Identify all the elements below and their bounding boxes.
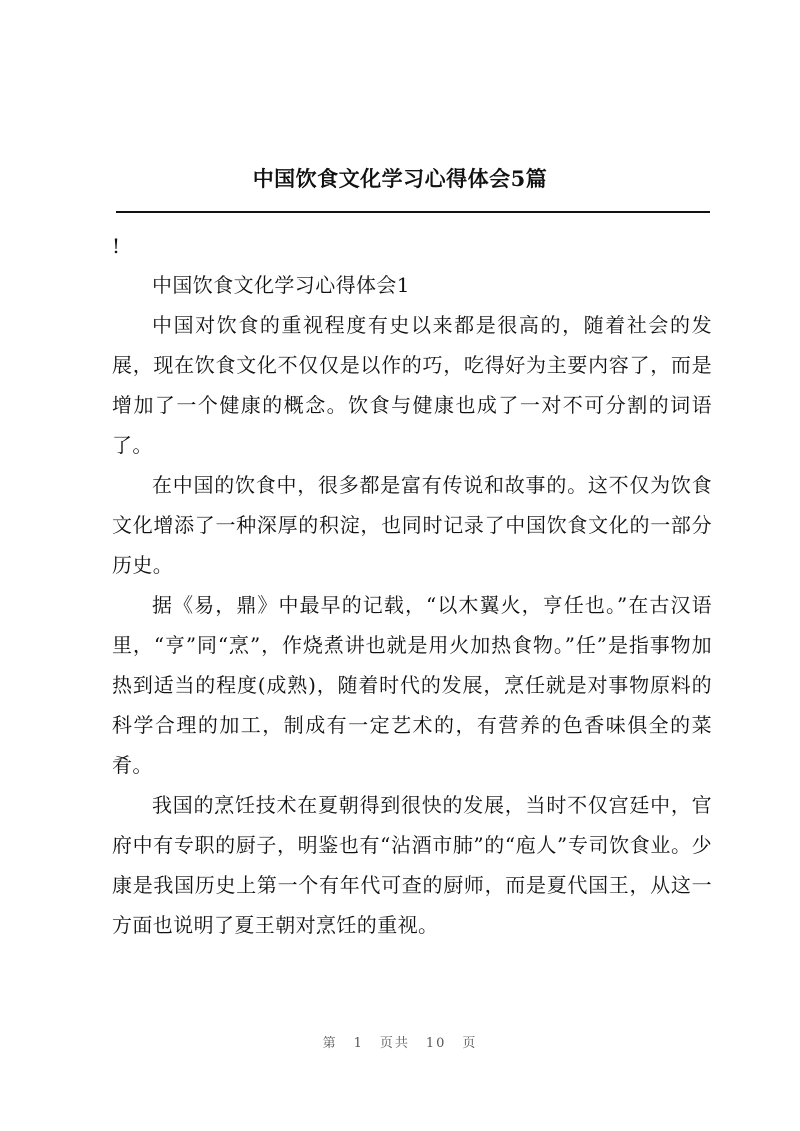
footer-current-page: 1 xyxy=(353,1036,364,1051)
paragraph: 中国对饮食的重视程度有史以来都是很高的，随着社会的发展，现在饮食文化不仅仅是以作的巧，吃得好为主要内容了，而是增加了一个健康的概念。饮食与健康也成了一对不可分割的词语了。 xyxy=(112,313,712,457)
paragraph: 在中国的饮食中，很多都是富有传说和故事的。这不仅为饮食文化增添了一种深厚的积淀，也同时记录了中国饮食文化的一部分历史。 xyxy=(112,473,712,577)
footer-suffix: 页 xyxy=(462,1036,478,1051)
footer-total-pages: 10 xyxy=(425,1036,447,1051)
paragraph: 据《易，鼎》中最早的记载，“以木翼火，亨任也。”在古汉语里，“亨”同“烹”，作烧煮讲也就是用火加热食物。”任”是指事物加热到适当的程度(成熟)，随着时代的发展，烹任就是对事物原料的科学合理的加工，制成有一定艺术的，有营养的色香味俱全的菜肴。 xyxy=(112,593,712,777)
page-footer xyxy=(0,1032,800,1051)
stray-mark: ! xyxy=(112,234,121,258)
paragraph: 我国的烹饪技术在夏朝得到很快的发展，当时不仅宫廷中，官府中有专职的厨子，明鉴也有“沾酒市肺”的“庖人”专司饮食业。少康是我国历史上第一个有年代可查的厨师，而是夏代国王，从这一方面也说明了夏王朝对烹饪的重视。 xyxy=(112,793,712,937)
section-heading: 中国饮食文化学习心得体会1 xyxy=(152,273,410,297)
title-divider xyxy=(116,211,710,213)
footer-prefix: 第 xyxy=(322,1036,338,1051)
footer-middle: 页共 xyxy=(379,1036,410,1051)
document-body xyxy=(112,265,712,945)
page-title: 中国饮食文化学习心得体会5篇 xyxy=(252,166,548,191)
